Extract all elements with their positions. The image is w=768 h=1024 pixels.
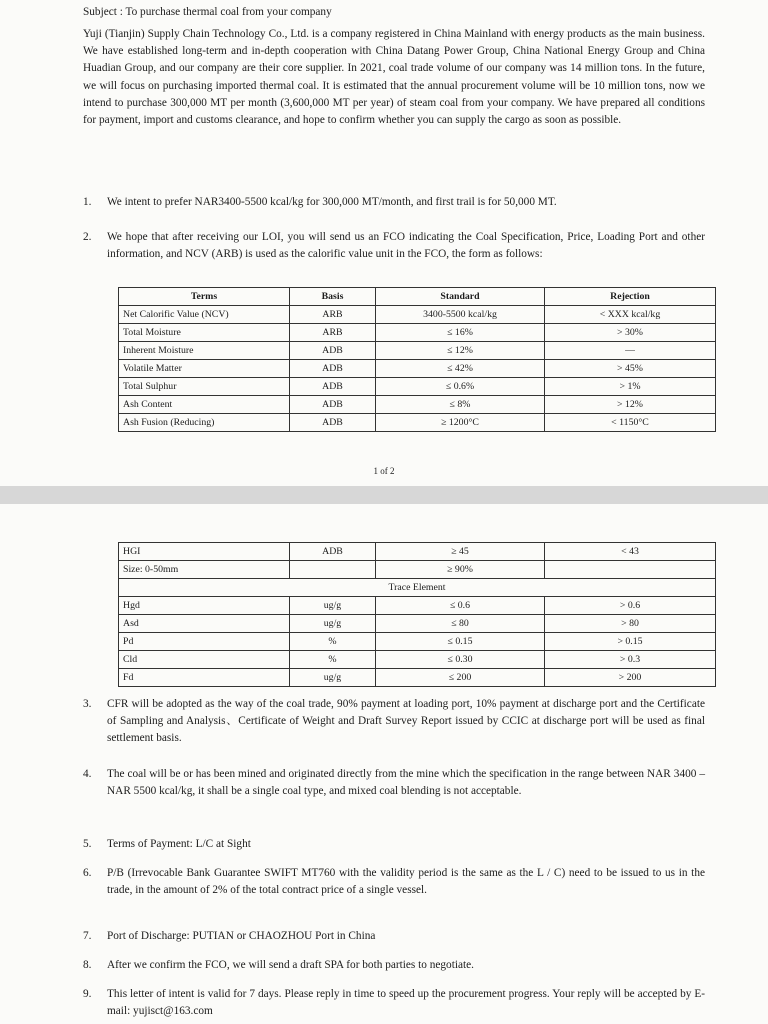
table-row [119,561,716,579]
table-row [119,396,716,414]
table-cell: > 45% [545,360,716,378]
list-item-text: P/B (Irrevocable Bank Guarantee SWIFT MT760 with the validity period is the same as the L / C) need to be issued to us in the trade, in the amount of 2% of the total contract price of a single vessel. [107,867,705,897]
table-header-cell: Basis [290,288,376,306]
table-cell: < XXX kcal/kg [545,306,716,324]
table-cell: Total Sulphur [119,378,290,396]
table-row [119,633,716,651]
list-item-4 [83,766,705,800]
table-cell: Pd [119,633,290,651]
table-cell: HGI [119,543,290,561]
list-item-9 [83,986,705,1020]
table-cell: Hgd [119,597,290,615]
list-item-number: 9. [83,988,92,1000]
table-header-row [119,288,716,306]
table-cell: ≤ 0.6 [376,597,545,615]
table-row [119,543,716,561]
table-cell: < 43 [545,543,716,561]
list-item-text: Terms of Payment: L/C at Sight [107,838,251,850]
table-cell: > 80 [545,615,716,633]
table-cell: ≥ 1200°C [376,414,545,432]
table-cell: > 1% [545,378,716,396]
table-cell: ≤ 0.15 [376,633,545,651]
table-cell: Total Moisture [119,324,290,342]
list-item-number: 2. [83,231,92,243]
table-cell: ≥ 90% [376,561,545,579]
list-item-text: We hope that after receiving our LOI, you will send us an FCO indicating the Coal Specification, Price, Loading Port and other information, and NCV (ARB) is used as the calorific value unit in the FCO, the form as follows: [107,231,705,261]
table-cell: ug/g [290,615,376,633]
table-row [119,597,716,615]
list-item-number: 4. [83,768,92,780]
table-row [119,342,716,360]
table-cell: Ash Fusion (Reducing) [119,414,290,432]
table-cell: > 30% [545,324,716,342]
table-cell: ADB [290,396,376,414]
table-cell: ADB [290,543,376,561]
list-item-5 [83,836,705,853]
table-cell: Ash Content [119,396,290,414]
table-cell: ≤ 0.6% [376,378,545,396]
table-cell: Cld [119,651,290,669]
table-cell: Size: 0-50mm [119,561,290,579]
table-cell [290,561,376,579]
table-cell: ≤ 16% [376,324,545,342]
table-row [119,360,716,378]
table-cell: ≥ 45 [376,543,545,561]
table-cell: > 0.15 [545,633,716,651]
table-cell: ≤ 0.30 [376,651,545,669]
table-cell: ≤ 42% [376,360,545,378]
list-item-text: CFR will be adopted as the way of the coal trade, 90% payment at loading port, 10% payment at discharge port and the Certificate of Sampling and Analysis、Certificate of Weight and Draft Survey Report issued by CCIC at discharge port will be used as final settlement basis. [107,698,705,745]
document-page-1 [0,0,768,486]
coal-spec-table [118,287,716,432]
list-item-8 [83,957,705,974]
trace-element-header: Trace Element [119,579,716,597]
page-number: 1 of 2 [373,466,395,476]
table-cell: ADB [290,360,376,378]
table-cell: ≤ 80 [376,615,545,633]
table-cell: Asd [119,615,290,633]
table-row [119,414,716,432]
list-item-2 [83,229,705,263]
table-cell: Inherent Moisture [119,342,290,360]
table-cell: ≤ 12% [376,342,545,360]
table-header-cell: Standard [376,288,545,306]
table-cell: 3400-5500 kcal/kg [376,306,545,324]
list-item-1 [83,194,705,211]
table-cell [545,561,716,579]
table-row [119,378,716,396]
table-cell: ARB [290,306,376,324]
page-separator [0,486,768,504]
table-cell: ≤ 8% [376,396,545,414]
table-cell: Fd [119,669,290,687]
list-item-number: 3. [83,698,92,710]
table-header-cell: Rejection [545,288,716,306]
table-row [119,669,716,687]
table-cell: % [290,651,376,669]
list-item-text: Port of Discharge: PUTIAN or CHAOZHOU Port in China [107,930,376,942]
table-cell: > 12% [545,396,716,414]
table-row [119,651,716,669]
list-item-number: 7. [83,930,92,942]
list-item-number: 5. [83,838,92,850]
coal-spec-table-continued [118,542,716,687]
table-cell: Volatile Matter [119,360,290,378]
table-row [119,306,716,324]
table-cell: ug/g [290,597,376,615]
list-item-7 [83,928,705,945]
table-cell: ADB [290,342,376,360]
table-cell: > 0.3 [545,651,716,669]
table-cell: ADB [290,414,376,432]
table-cell: % [290,633,376,651]
table-cell: ARB [290,324,376,342]
table-header-cell: Terms [119,288,290,306]
list-item-text: The coal will be or has been mined and originated directly from the mine which the specification in the range between NAR 3400 – NAR 5500 kcal/kg, it shall be a single coal type, and mixed coal blending is not acceptable. [107,768,705,798]
list-item-number: 6. [83,867,92,879]
table-row [119,579,716,597]
table-cell: < 1150°C [545,414,716,432]
table-cell: Net Calorific Value (NCV) [119,306,290,324]
table-row [119,324,716,342]
table-cell: ADB [290,378,376,396]
intro-paragraph: Yuji (Tianjin) Supply Chain Technology Co., Ltd. is a company registered in China Mainland with energy products as the main business. We have established long-term and in-depth cooperation with China Datang Power Group, China National Energy Group and China Huadian Group, and our company are their core supplier. In 2021, coal trade volume of our company was 14 million tons. In the future, we will focus on purchasing imported thermal coal. It is estimated that the annual procurement volume will be 10 million tons, now we intend to purchase 300,000 MT per month (3,600,000 MT per year) of steam coal from your company. We have prepared all conditions for payment, import and customs clearance, and hope to confirm whether you can supply the cargo as soon as possible. [83,28,705,127]
table-cell: > 0.6 [545,597,716,615]
list-item-text: This letter of intent is valid for 7 days. Please reply in time to speed up the procurement progress. Your reply will be accepted by E-mail: yujisct@163.com [107,988,705,1018]
list-item-6 [83,865,705,899]
table-cell: ug/g [290,669,376,687]
list-item-3 [83,696,705,748]
table-cell: — [545,342,716,360]
list-item-text: After we confirm the FCO, we will send a draft SPA for both parties to negotiate. [107,959,474,971]
list-item-number: 1. [83,196,92,208]
table-cell: > 200 [545,669,716,687]
subject-line: Subject : To purchase thermal coal from your company [83,6,332,18]
table-cell: ≤ 200 [376,669,545,687]
list-item-number: 8. [83,959,92,971]
table-row [119,615,716,633]
list-item-text: We intent to prefer NAR3400-5500 kcal/kg for 300,000 MT/month, and first trail is for 50,000 MT. [107,196,557,208]
